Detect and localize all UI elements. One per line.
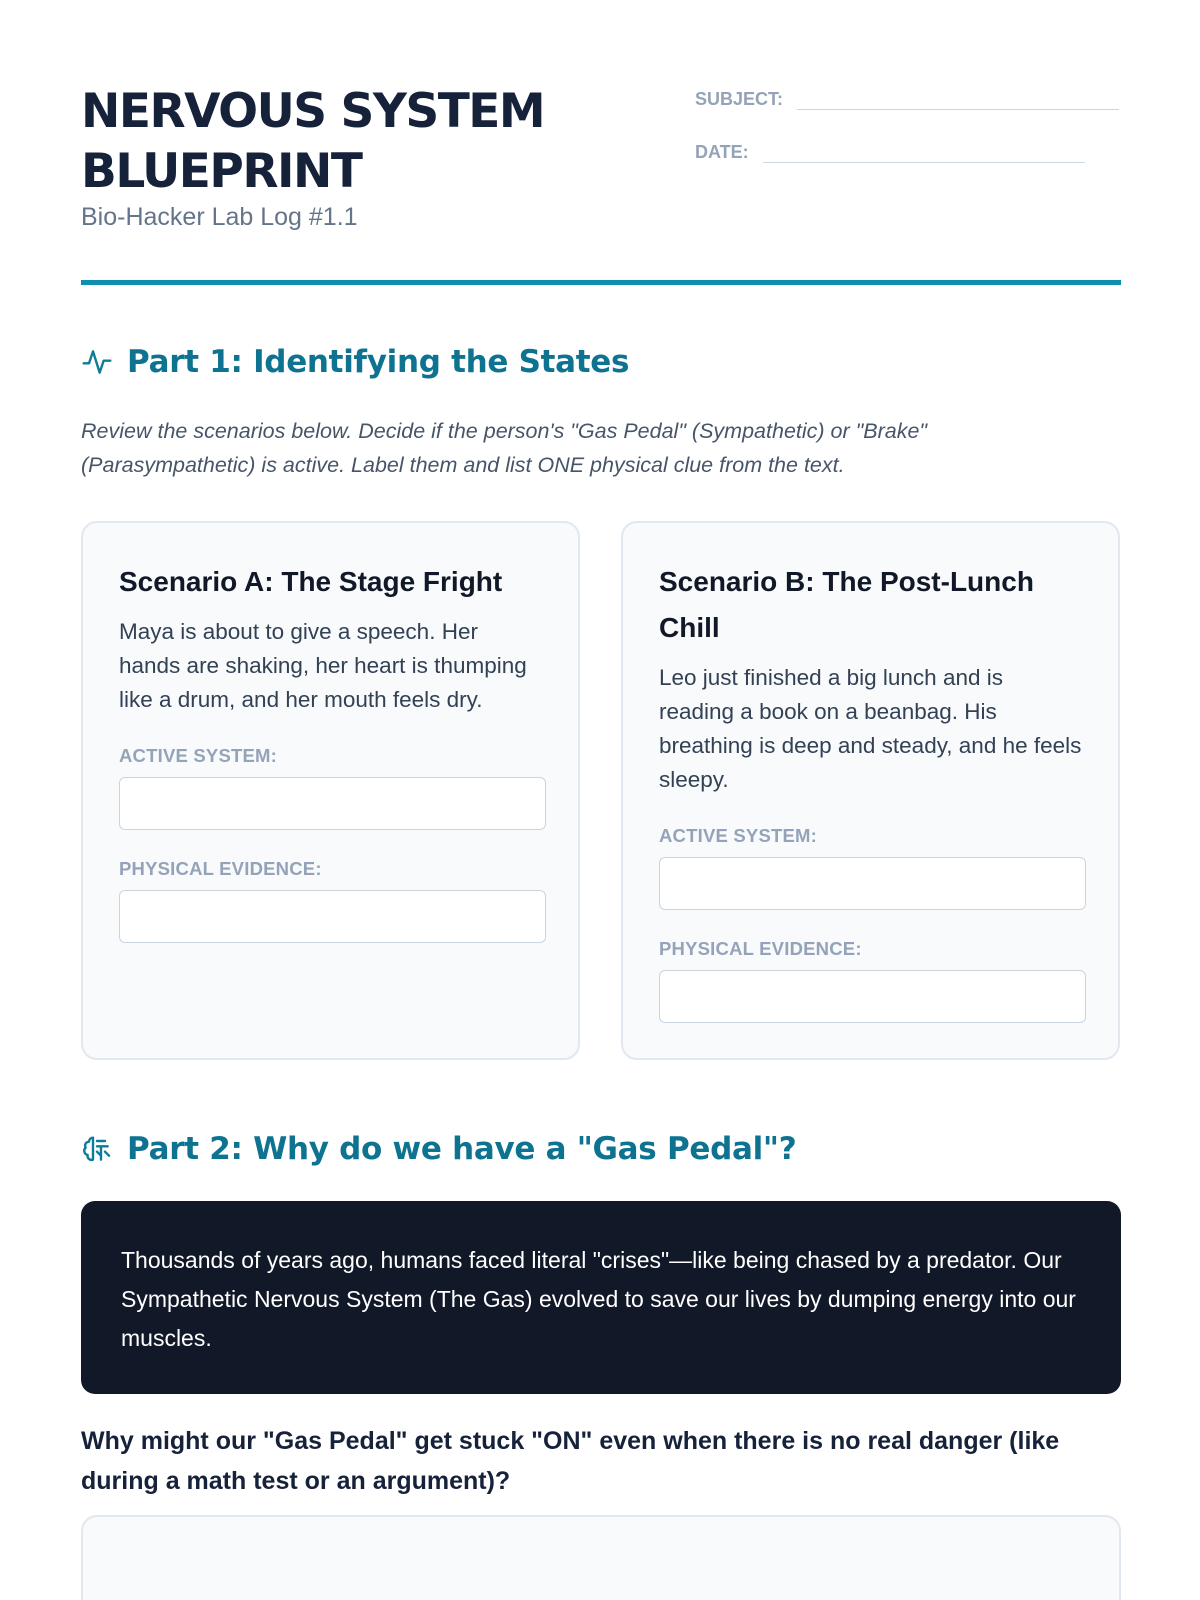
scenario-b-system-input[interactable] <box>659 857 1086 910</box>
page-title <box>81 82 544 202</box>
worksheet-header <box>81 0 1121 290</box>
header-divider <box>81 280 1121 285</box>
scenario-card-a <box>81 521 580 1060</box>
date-label: DATE: <box>695 142 749 162</box>
scenario-a-evidence-label: PHYSICAL EVIDENCE: <box>119 858 322 879</box>
scenario-card-b <box>621 521 1120 1060</box>
title-line-1: NERVOUS SYSTEM <box>81 84 545 139</box>
scenario-a-title: Scenario A: The Stage Fright <box>119 566 503 597</box>
part1-instructions: Review the scenarios below. Decide if the person's "Gas Pedal" (Sympathetic) or "Brake" (Parasympathetic) is active. Label them and list ONE physical clue from the text. <box>81 419 928 477</box>
part2-title: Part 2: Why do we have a "Gas Pedal"? <box>127 1131 797 1167</box>
subject-field[interactable] <box>797 88 1119 110</box>
subject-label: SUBJECT: <box>695 89 784 109</box>
scenario-b-evidence-label: PHYSICAL EVIDENCE: <box>659 938 862 959</box>
scenario-a-evidence-input[interactable] <box>119 890 546 943</box>
title-line-2: BLUEPRINT <box>81 144 362 199</box>
part1-heading <box>81 344 629 380</box>
part2-answer-box[interactable] <box>81 1515 1121 1600</box>
part1-title: Part 1: Identifying the States <box>127 344 630 380</box>
date-row <box>695 141 1085 163</box>
scenario-b-title: Scenario B: The Post-Lunch Chill <box>659 566 1034 643</box>
scenario-a-system-input[interactable] <box>119 777 546 830</box>
date-field[interactable] <box>763 141 1085 163</box>
activity-pulse-icon <box>81 346 113 378</box>
scenario-b-evidence-input[interactable] <box>659 970 1086 1023</box>
scenario-b-system-label: ACTIVE SYSTEM: <box>659 825 818 846</box>
info-callout: Thousands of years ago, humans faced literal "crises"—like being chased by a predator. Our Sympathetic Nervous System (The Gas) evolved to save our lives by dumping energy into our muscles. <box>81 1201 1121 1394</box>
part2-question: Why might our "Gas Pedal" get stuck "ON" even when there is no real danger (like during a math test or an argument)? <box>81 1427 1060 1495</box>
brain-icon <box>81 1133 113 1165</box>
page-subtitle: Bio-Hacker Lab Log #1.1 <box>81 203 358 231</box>
part2-heading <box>81 1131 796 1167</box>
scenario-a-system-label: ACTIVE SYSTEM: <box>119 745 278 766</box>
scenario-b-text: Leo just finished a big lunch and is reading a book on a beanbag. His breathing is deep and steady, and he feels sleepy. <box>659 665 1082 792</box>
worksheet-page <box>81 0 1121 1495</box>
subject-row <box>695 88 1119 110</box>
scenario-a-text: Maya is about to give a speech. Her hands are shaking, her heart is thumping like a drum, and her mouth feels dry. <box>119 619 527 712</box>
